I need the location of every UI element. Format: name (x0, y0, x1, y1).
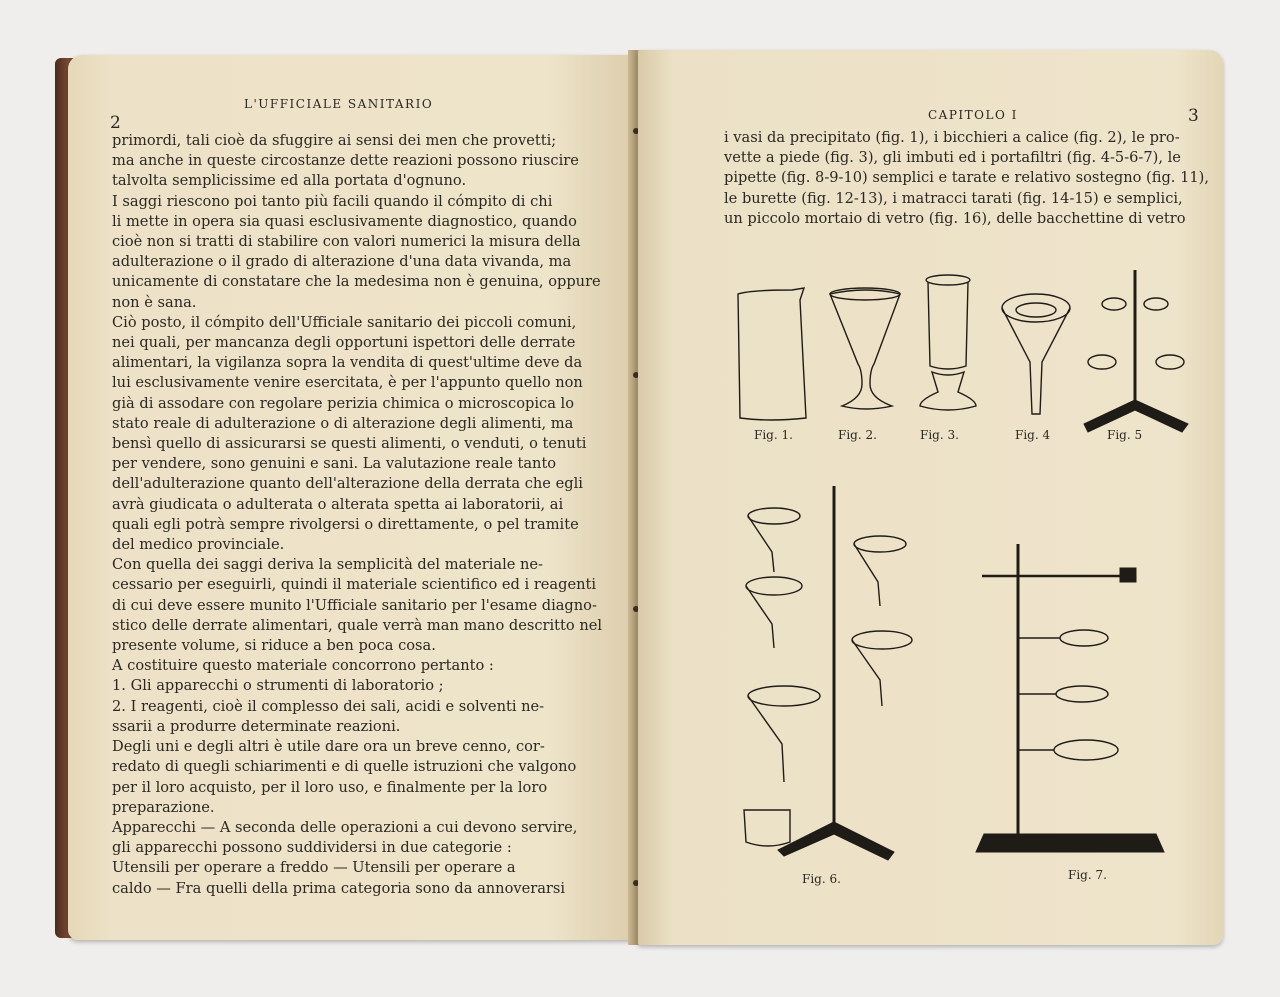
text-line: un piccolo mortaio di vetro (fig. 16), delle bacchettine di vetro (724, 209, 1186, 227)
text-line: Degli uni e degli altri è utile dare ora un breve cenno, cor- (112, 738, 545, 756)
text-line: di cui deve essere munito l'Ufficiale sanitario per l'esame diagno- (112, 596, 597, 614)
text-line: per vendere, sono genuini e sani. La valutazione reale tanto (112, 455, 557, 473)
goblet-illustration (826, 288, 906, 414)
text-line: 2. I reagenti, cioè il complesso dei sali, acidi e solventi ne- (112, 697, 545, 715)
text-line: li mette in opera sia quasi esclusivamente diagnostico, quando (112, 212, 577, 230)
running-head: CAPITOLO I (928, 108, 1018, 122)
beaker-illustration (730, 286, 820, 426)
text-line: stico delle derrate alimentari, quale verrà man mano descritto nel (112, 616, 603, 634)
text-line: preparazione. (112, 798, 215, 816)
text-line: cessario per eseguirli, quindi il materiale scientifico ed i reagenti (112, 576, 597, 594)
figure-caption: Fig. 1. (754, 428, 793, 442)
text-line: nei quali, per mancanza degli opportuni ispettori delle derrate (112, 334, 576, 352)
text-line: i vasi da precipitato (fig. 1), i bicchieri a calice (fig. 2), le pro- (724, 129, 1180, 146)
page-number: 3 (1188, 106, 1199, 126)
funnel-rack-illustration (738, 482, 928, 872)
text-line: le burette (fig. 12-13), i matracci tarati (fig. 14-15) e semplici, (724, 189, 1183, 207)
text-line: Utensili per operare a freddo — Utensili per operare a (112, 859, 516, 877)
left-body-text (112, 131, 603, 899)
text-line: pipette (fig. 8-9-10) semplici e tarate e relativo sostegno (fig. 11), (724, 169, 1209, 187)
text-line: gli apparecchi possono suddividersi in due categorie : (112, 839, 512, 857)
text-line: Apparecchi — A seconda delle operazioni a cui devono servire, (112, 818, 578, 836)
figure-caption: Fig. 7. (1068, 868, 1107, 882)
left-page (68, 55, 633, 940)
text-line: lui esclusivamente venire esercitata, è per l'appunto quello non (112, 374, 583, 392)
running-head: L'UFFICIALE SANITARIO (244, 97, 434, 111)
right-page (638, 50, 1223, 945)
text-line: ssarii a produrre determinate reazioni. (112, 717, 401, 735)
text-line: avrà giudicata o adulterata o alterata spetta ai laboratorii, ai (112, 495, 564, 513)
text-line: 1. Gli apparecchi o strumenti di laboratorio ; (112, 677, 444, 695)
funnel-illustration (1000, 292, 1080, 422)
text-line: Ciò posto, il cómpito dell'Ufficiale sanitario dei piccoli comuni, (112, 313, 577, 331)
text-line: bensì quello di assicurarsi se questi alimenti, o venduti, o tenuti (112, 435, 587, 453)
text-line: alimentari, la vigilanza sopra la vendita di quest'ultime deve da (112, 354, 583, 372)
figure-caption: Fig. 6. (802, 872, 841, 886)
text-line: redato di quegli schiarimenti e di quelle istruzioni che valgono (112, 758, 577, 776)
text-line: Con quella dei saggi deriva la semplicità del materiale ne- (112, 556, 543, 574)
page-number: 2 (110, 113, 121, 133)
text-line: presente volume, si riduce a ben poca cosa. (112, 637, 436, 655)
figure-caption: Fig. 2. (838, 428, 877, 442)
text-line: dell'adulterazione quanto dell'alterazione della derrata che egli (112, 475, 583, 493)
text-line: caldo — Fra quelli della prima categoria sono da annoverarsi (112, 879, 566, 897)
figure-caption: Fig. 3. (920, 428, 959, 442)
figure-caption: Fig. 4 (1015, 428, 1051, 442)
figure-caption: Fig. 5 (1107, 428, 1143, 442)
text-line: ma anche in queste circostanze dette reazioni possono riuscire (112, 152, 579, 170)
text-line: primordi, tali cioè da sfuggire ai sensi dei men che provetti; (112, 132, 557, 149)
text-line: talvolta semplicissime ed alla portata d'ognuno. (112, 172, 467, 190)
text-line: adulterazione o il grado di alterazione d'una data vivanda, ma (112, 253, 572, 271)
text-line: non è sana. (112, 293, 197, 311)
text-line: quali egli potrà sempre rivolgersi o direttamente, o pel tramite (112, 515, 579, 533)
text-line: cioè non si tratti di stabilire con valori numerici la misura della (112, 233, 581, 251)
ring-stand-illustration (1078, 266, 1193, 434)
footed-cylinder-illustration (916, 274, 986, 416)
text-line: del medico provinciale. (112, 536, 285, 554)
text-line: per il loro acquisto, per il loro uso, e finalmente per la loro (112, 778, 548, 796)
right-body-text (724, 128, 1209, 229)
text-line: già di assodare con regolare perizia chimica o microscopica lo (112, 394, 574, 412)
support-stand-illustration (974, 534, 1174, 864)
text-line: I saggi riescono poi tanto più facili quando il cómpito di chi (112, 192, 553, 210)
text-line: A costituire questo materiale concorrono pertanto : (112, 657, 494, 675)
text-line: unicamente di constatare che la medesima non è genuina, oppure (112, 273, 601, 291)
text-line: vette a piede (fig. 3), gli imbuti ed i portafiltri (fig. 4-5-6-7), le (724, 149, 1181, 167)
text-line: stato reale di adulterazione o di alterazione degli alimenti, ma (112, 414, 574, 432)
